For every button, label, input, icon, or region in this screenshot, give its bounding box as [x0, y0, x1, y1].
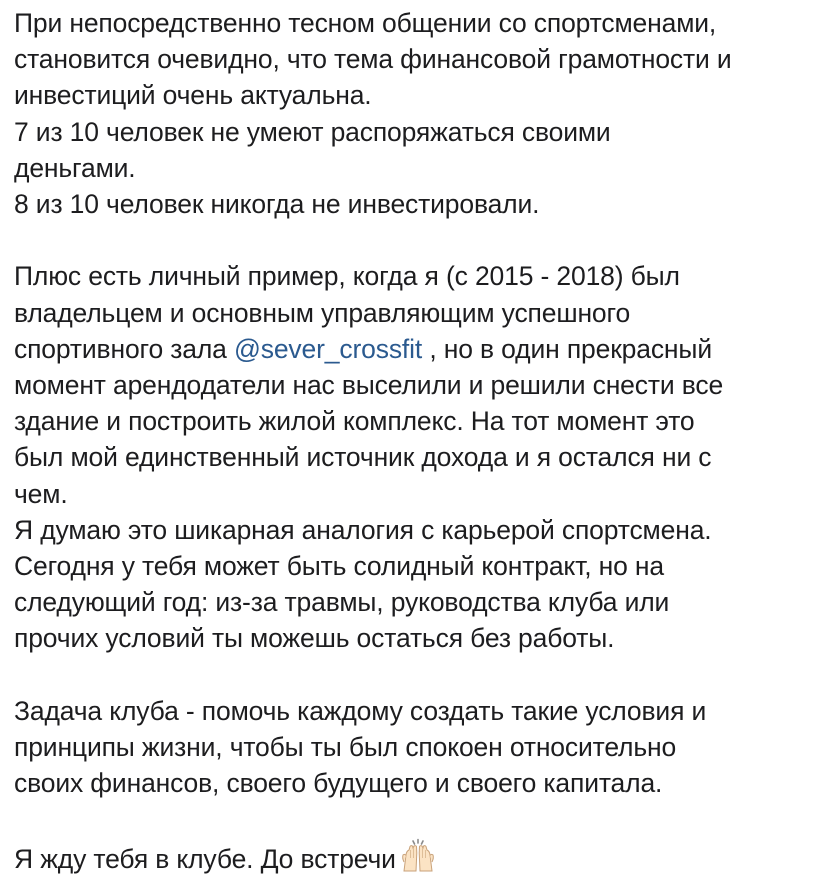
text-line: становится очевидно, что тема финансовой грамотности и — [14, 44, 732, 75]
text-line: момент арендодатели нас выселили и решили снести все — [14, 370, 724, 401]
paragraph-gap — [14, 801, 824, 837]
text-line: Сегодня у тебя может быть солидный контракт, но на — [14, 551, 664, 582]
text-line: инвестиций очень актуальна. — [14, 80, 372, 111]
text-line: прочих условий ты можешь остаться без работы. — [14, 623, 615, 654]
text-line: следующий год: из-за травмы, руководства клуба или — [14, 587, 670, 618]
text-line: Задача клуба - помочь каждому создать такие условия и — [14, 695, 707, 726]
paragraph-personal-example — [14, 258, 824, 656]
post-body — [14, 5, 824, 877]
closing-text: Я жду тебя в клубе. До встречи — [14, 843, 396, 874]
text-line: Плюс есть личный пример, когда я (с 2015 - 2018) был — [14, 261, 680, 292]
text-line-with-mention — [14, 331, 824, 367]
paragraph-gap — [14, 222, 824, 258]
text-line: Я думаю это шикарная аналогия с карьерой спортсмена. — [14, 514, 712, 545]
text-line: здание и построить жилой комплекс. На тот момент это — [14, 406, 695, 437]
paragraph-closing — [14, 838, 824, 877]
text-line: 8 из 10 человек никогда не инвестировали. — [14, 189, 540, 220]
text-line: был мой единственный источник дохода и я остался ни с — [14, 442, 712, 473]
text-line: принципы жизни, чтобы ты был спокоен относительно — [14, 732, 677, 763]
text-fragment: , но в один прекрасный — [422, 333, 712, 364]
paragraph-club-goal — [14, 693, 824, 802]
mention-link[interactable]: @sever_crossfit — [233, 333, 423, 364]
text-line: При непосредственно тесном общении со спортсменами, — [14, 8, 717, 38]
text-line-closing — [14, 838, 824, 877]
text-line: владельцем и основным управляющим успешного — [14, 297, 631, 328]
paragraph-intro — [14, 5, 824, 222]
paragraph-gap — [14, 657, 824, 693]
text-line: 7 из 10 человек не умеют распоряжаться своими — [14, 116, 611, 147]
text-fragment: спортивного зала — [14, 333, 234, 364]
text-line: своих финансов, своего будущего и своего капитала. — [14, 768, 663, 799]
text-line: деньгами. — [14, 152, 136, 183]
text-line: чем. — [14, 478, 68, 509]
raising-hands-icon — [400, 838, 436, 874]
